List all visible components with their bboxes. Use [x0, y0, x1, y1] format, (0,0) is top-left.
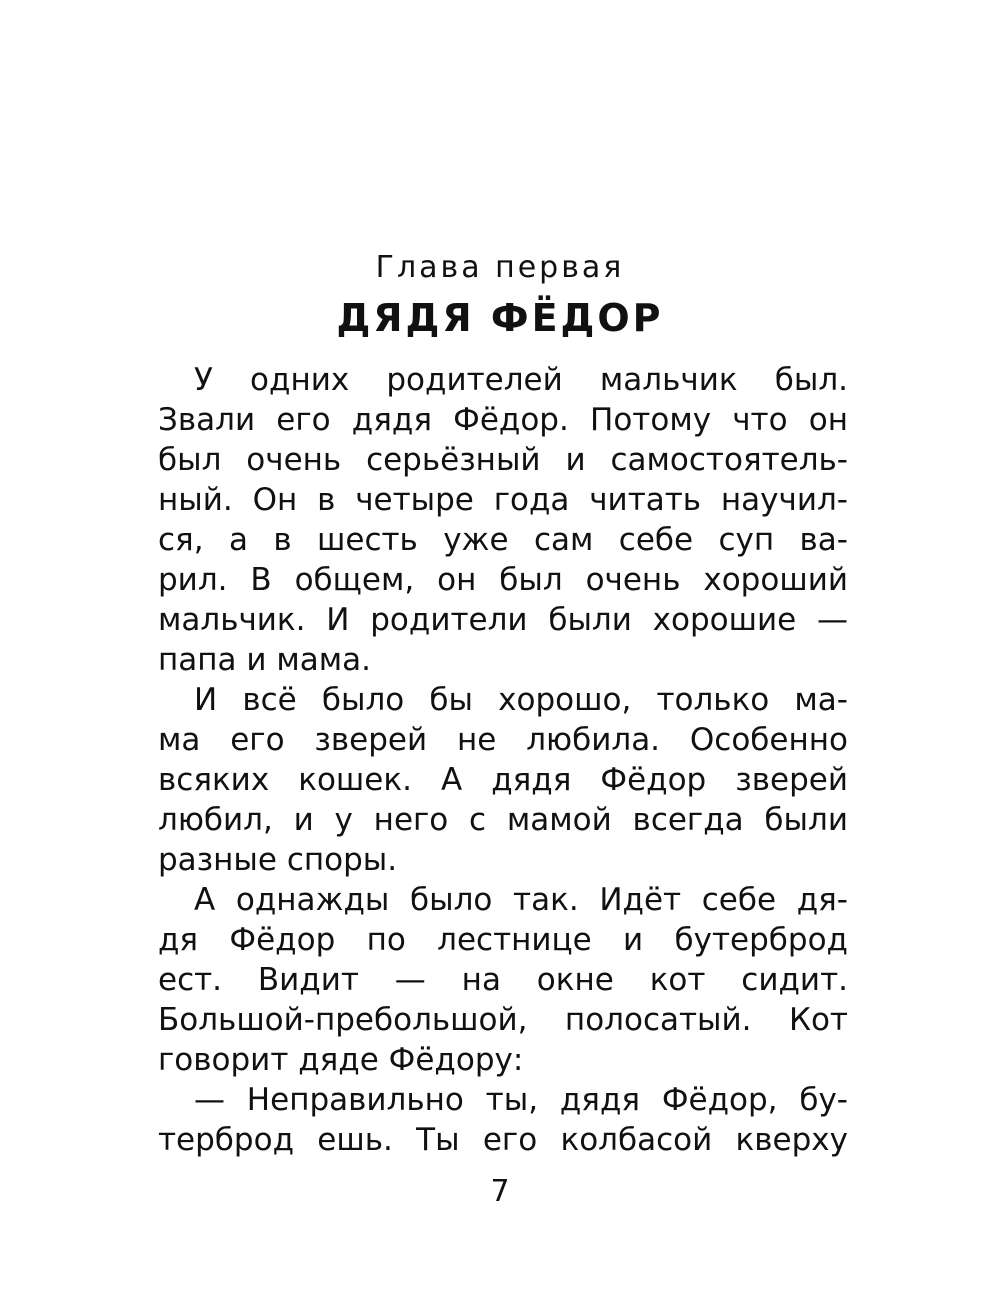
- text-line: любил, и у него с мамой всегда были: [158, 802, 848, 838]
- text-line: ся, а в шесть уже сам себе суп ва-: [158, 522, 848, 558]
- chapter-title: ДЯДЯ ФЁДОР: [336, 296, 664, 340]
- text-line: ест. Видит — на окне кот сидит.: [158, 962, 848, 998]
- text-line: рил. В общем, он был очень хороший: [158, 562, 848, 598]
- text-line: Звали его дядя Фёдор. Потому что он: [158, 402, 848, 438]
- chapter-label: Глава первая: [375, 250, 625, 285]
- text-line: мальчик. И родители были хорошие —: [158, 602, 848, 638]
- text-line: — Неправильно ты, дядя Фёдор, бу-: [194, 1082, 848, 1118]
- text-line: был очень серьёзный и самостоятель-: [158, 442, 848, 478]
- text-line: Большой-пребольшой, полосатый. Кот: [158, 1002, 848, 1038]
- text-line: говорит дяде Фёдору:: [158, 1042, 524, 1078]
- text-line: ный. Он в четыре года читать научил-: [158, 482, 848, 518]
- text-line: дя Фёдор по лестнице и бутерброд: [158, 922, 848, 958]
- text-line: ма его зверей не любила. Особенно: [158, 722, 848, 758]
- body-text: [158, 360, 848, 1160]
- text-line: терброд ешь. Ты его колбасой кверху: [158, 1122, 848, 1158]
- page-number: 7: [490, 1174, 510, 1209]
- text-line: разные споры.: [158, 842, 398, 878]
- text-line: А однажды было так. Идёт себе дя-: [194, 882, 848, 918]
- text-line: И всё было бы хорошо, только ма-: [194, 682, 848, 718]
- text-line: всяких кошек. А дядя Фёдор зверей: [158, 762, 848, 798]
- text-line: папа и мама.: [158, 642, 372, 678]
- text-line: У одних родителей мальчик был.: [194, 362, 848, 398]
